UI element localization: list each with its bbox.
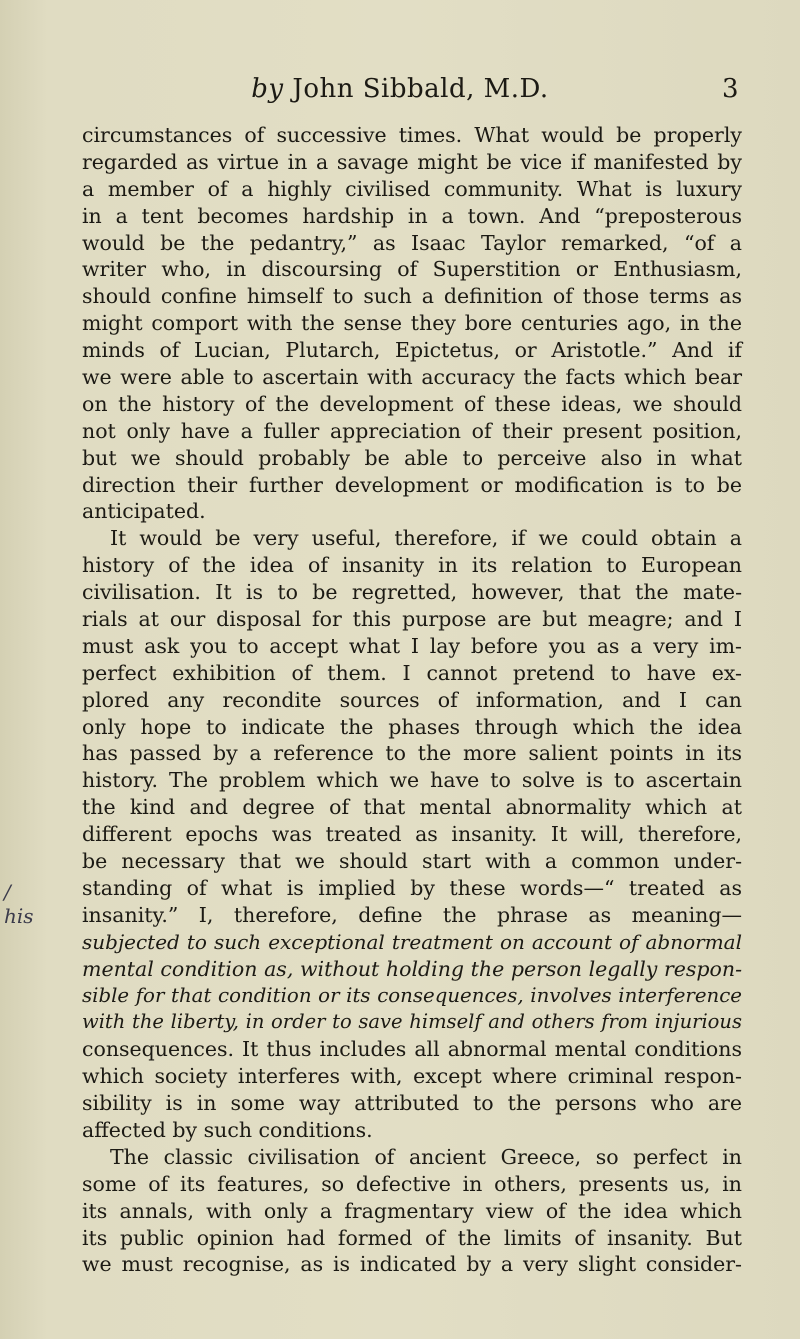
text-line: circumstances of successive times. What would be properly bbox=[82, 123, 742, 147]
body-text bbox=[82, 122, 742, 1278]
text-line: must ask you to accept what I lay before you as a very im- bbox=[82, 633, 742, 658]
text-line: should confine himself to such a definition of those terms as bbox=[82, 284, 742, 309]
text-line: might comport with the sense they bore centuries ago, in the bbox=[82, 311, 742, 336]
text-line: has passed by a reference to the more salient points in its bbox=[82, 741, 742, 766]
text-line: only hope to indicate the phases through which the idea bbox=[82, 714, 742, 739]
page-number: 3 bbox=[722, 74, 739, 104]
text-line: minds of Lucian, Plutarch, Epictetus, or Aristotle.” And if bbox=[82, 338, 742, 363]
text-line: anticipated. bbox=[82, 499, 206, 524]
text-line: perfect exhibition of them. I cannot pretend to have ex- bbox=[82, 660, 742, 685]
byline-prefix: by bbox=[251, 74, 284, 104]
text-line: be necessary that we should start with a common under- bbox=[82, 849, 742, 874]
text-line: consequences. It thus includes all abnormal mental conditions bbox=[82, 1037, 742, 1062]
text-line: the kind and degree of that mental abnormality which at bbox=[82, 795, 742, 820]
text-line: insanity.” I, therefore, define the phrase as meaning— bbox=[82, 902, 742, 927]
text-line: in a tent becomes hardship in a town. And “preposterous bbox=[82, 203, 742, 228]
text-line: its public opinion had formed of the limits of insanity. But bbox=[82, 1225, 742, 1250]
text-line: sibility is in some way attributed to the persons who are bbox=[82, 1091, 742, 1116]
text-line: It would be very useful, therefore, if we could obtain a bbox=[110, 526, 742, 551]
text-line: affected by such conditions. bbox=[82, 1117, 373, 1142]
text-line: rials at our disposal for this purpose are but meagre; and I bbox=[82, 607, 742, 632]
handwritten-margin-note: / his bbox=[4, 880, 34, 928]
text-line: a member of a highly civilised community. What is luxury bbox=[82, 176, 742, 201]
text-line: we were able to ascertain with accuracy the facts which bear bbox=[82, 365, 742, 390]
text-line: standing of what is implied by these words—“ treated as bbox=[82, 875, 742, 900]
text-line-italic: sible for that condition or its consequences, involves interference bbox=[82, 983, 742, 1007]
text-line: would be the pedantry,” as Isaac Taylor remarked, “of a bbox=[82, 230, 742, 255]
text-line-italic: mental condition as, without holding the person legally respon- bbox=[82, 956, 742, 981]
text-line: writer who, in discoursing of Superstition or Enthusiasm, bbox=[82, 257, 742, 282]
text-line: not only have a fuller appreciation of their present position, bbox=[82, 418, 742, 443]
text-line: on the history of the development of these ideas, we should bbox=[82, 391, 742, 416]
text-line: direction their further development or modification is to be bbox=[82, 472, 742, 497]
text-line: but we should probably be able to perceive also in what bbox=[82, 445, 742, 470]
text-line-italic: with the liberty, in order to save himself and others from injurious bbox=[82, 1010, 742, 1034]
text-line: regarded as virtue in a savage might be vice if manifested by bbox=[82, 149, 742, 174]
text-line: different epochs was treated as insanity. It will, therefore, bbox=[82, 822, 742, 847]
text-line: history of the idea of insanity in its relation to European bbox=[82, 553, 742, 578]
author-name: John Sibbald, M.D. bbox=[292, 74, 549, 104]
running-head bbox=[250, 74, 550, 104]
text-line: history. The problem which we have to solve is to ascertain bbox=[82, 768, 742, 793]
text-line: civilisation. It is to be regretted, however, that the mate- bbox=[82, 580, 742, 605]
text-line-italic: subjected to such exceptional treatment on account of abnormal bbox=[82, 929, 742, 954]
text-line: which society interferes with, except where criminal respon- bbox=[82, 1064, 742, 1089]
text-line: plored any recondite sources of information, and I can bbox=[82, 687, 742, 712]
text-line: The classic civilisation of ancient Greece, so perfect in bbox=[110, 1144, 742, 1169]
text-line: its annals, with only a fragmentary view of the idea which bbox=[82, 1198, 742, 1223]
text-line: some of its features, so defective in others, presents us, in bbox=[82, 1171, 742, 1196]
text-line: we must recognise, as is indicated by a very slight consider- bbox=[82, 1252, 742, 1277]
